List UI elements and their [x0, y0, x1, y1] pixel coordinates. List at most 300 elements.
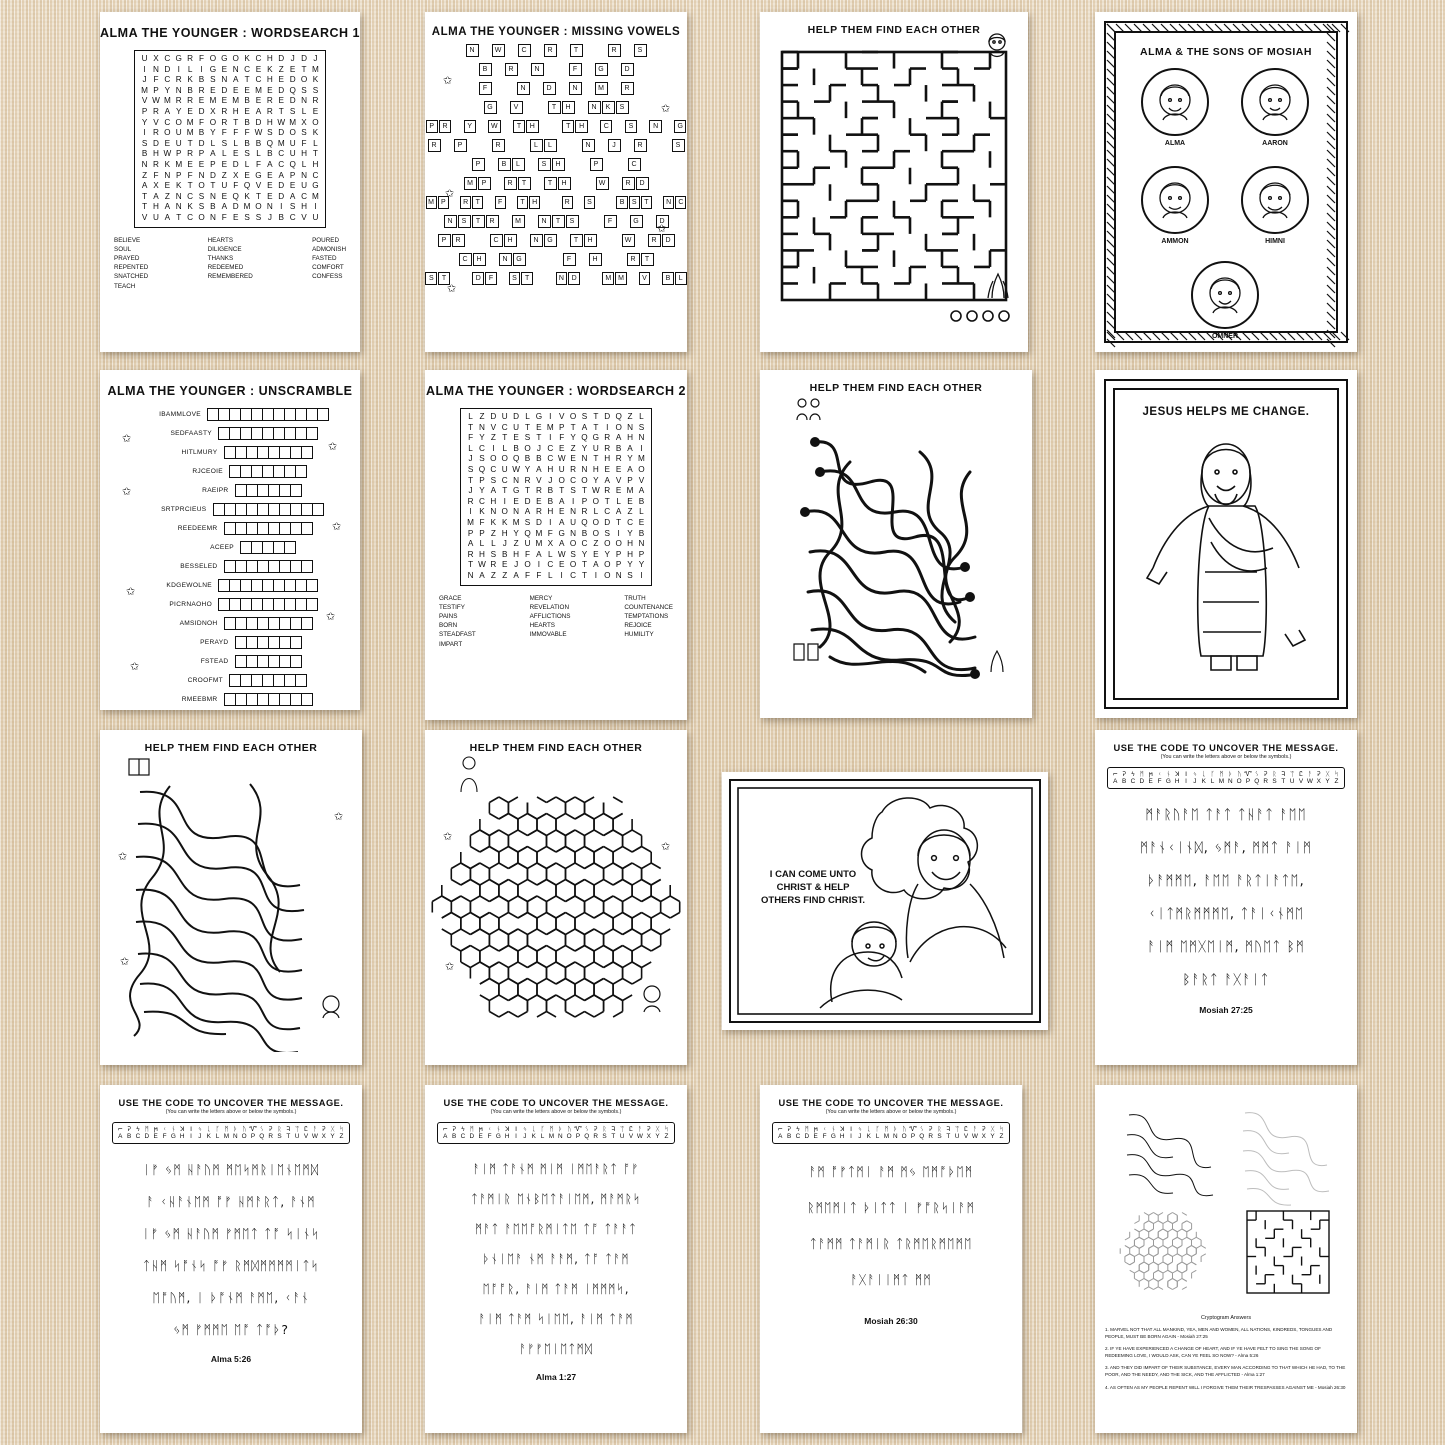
wordlist-word: REVELATION	[529, 603, 570, 611]
cipher-line: ᚲᛁᛏᛗᚱᛗᛗᛗᛖ, ᛏᚨᛁᚲᚾᛗᛖ	[1147, 906, 1305, 922]
cipher-key-symbol: ᛋ	[999, 1125, 1004, 1133]
cipher-line: ᛖᚩᚩᚱ, ᚨᛁᛗ ᛏᚨᛗ ᛁᛗᛗᛗᛋ,	[482, 1282, 630, 1296]
cipher-key-letter: V	[628, 1133, 634, 1140]
cipher-key-symbol: Ꭾ	[982, 1125, 986, 1133]
answer-boxes[interactable]	[225, 560, 313, 573]
portrait-himni	[1237, 162, 1313, 245]
answer-boxes[interactable]	[236, 636, 302, 649]
cipher-key-symbol: ⌐	[1112, 770, 1118, 778]
cipher-key-symbol: ᛊ	[259, 1125, 264, 1133]
cipher-key-letter: E	[813, 1133, 818, 1140]
cipher-key-symbol: ᛊ	[1254, 770, 1259, 778]
cipher-key-symbol: ᚨ	[1307, 770, 1312, 778]
star-icon: ✩	[120, 956, 130, 968]
scripture-reference: Mosiah 26:30	[864, 1316, 918, 1326]
sheet-code-alma-5-26[interactable]	[100, 1085, 362, 1433]
cipher-key-letter: S	[1272, 778, 1277, 785]
cipher-key-letter: U	[294, 1133, 300, 1140]
cipher-key-letter: D	[1139, 778, 1145, 785]
answers-heading: Cryptogram Answers	[1200, 1315, 1252, 1321]
cipher-key-letter: G	[1165, 778, 1171, 785]
cipher-key-letter: G	[495, 1133, 501, 1140]
cipher-key-symbol: Ꭾ	[929, 1125, 933, 1133]
wordlist-word: PAINS	[439, 612, 458, 620]
wordlist-word: TEMPTATIONS	[624, 612, 669, 620]
cipher-key-symbol: ᚢ	[242, 1125, 247, 1133]
page-title: HELP THEM FIND EACH OTHER	[809, 382, 983, 394]
missing-vowels-line: P B L S H P C	[425, 158, 687, 171]
sheet-sons-of-mosiah[interactable]	[1095, 12, 1357, 352]
wordlist-word: ADMONISH	[312, 245, 346, 253]
wordlist-word: BORN	[439, 622, 458, 630]
cipher-key-letter: A	[778, 1133, 783, 1140]
cipher-line: ᚨᚷᚨᛁᛁᛗᛏ ᛗᛗ	[850, 1272, 932, 1287]
wordlist-word: REDEEMED	[207, 264, 244, 272]
star-icon: ✩	[126, 586, 136, 598]
cipher-line: ᚨᛁᛗ ᛖᛗᚷᛖᛁᛗ, ᛗᚢᛖᛏ ᛒᛗ	[1147, 939, 1305, 955]
cipher-key-letter: C	[1130, 778, 1136, 785]
wordsearch-grid	[134, 50, 326, 228]
cipher-key-letter: W	[311, 1133, 318, 1140]
cipher-key-letter: Y	[330, 1133, 335, 1140]
cipher-key-symbol: ᛃ	[522, 1125, 527, 1133]
cipher-line: ᚨᛁᛗ ᛏᚨᛗ ᛋᛁᛖᛖ, ᚨᛁᛗ ᛏᚨᛗ	[478, 1312, 634, 1326]
wordsearch-row: S D E U T D L S L B B Q M U F L	[141, 138, 318, 148]
wordlist-word: TEACH	[114, 282, 136, 290]
cipher-key-letter: K	[206, 1133, 211, 1140]
unscramble-row	[100, 408, 360, 421]
wordlist-col-1	[114, 236, 148, 291]
cipher-key-symbol: ᛠ	[1290, 770, 1295, 778]
wordsearch-row: N A Z Z A F F L I C T I O N S I	[467, 570, 643, 580]
missing-vowels-line: P R C H N G T H W R D	[425, 234, 687, 247]
cipher-key-letter: E	[1148, 778, 1153, 785]
cipher-line: ᚨ ᚲᚺᚨᚾᛖᛗ ᚩᚠ ᚺᛗᚨᚱᛏ, ᚨᚾᛗ	[146, 1194, 316, 1209]
cipher-key-letter: C	[460, 1133, 466, 1140]
wordlist-word: GRACE	[439, 594, 462, 602]
answer-boxes[interactable]	[225, 693, 313, 706]
cipher-key-letter: J	[198, 1133, 202, 1140]
cipher-key-letter: M	[548, 1133, 555, 1140]
cipher-key-symbol: ᚷ	[1325, 770, 1330, 778]
cipher-key-symbol: ᚷ	[990, 1125, 995, 1133]
cipher-key-letter: K	[866, 1133, 871, 1140]
cipher-key-letter: W	[1306, 778, 1313, 785]
cipher-line: ᛃᛗ ᚠᛗᛗᛖ ᛖᚩ ᛏᚩᚦ?	[172, 1322, 290, 1337]
cipher-key-symbol: ᛗ	[144, 1125, 149, 1133]
missing-vowels-line: F N D N M R	[425, 82, 687, 95]
cipher-key-symbol: Ꭾ	[322, 1125, 326, 1133]
cipher-key-letter: L	[875, 1133, 880, 1140]
wordlist-col-3	[312, 236, 346, 291]
wordlist-col-3	[624, 594, 673, 649]
wordlist-word: SNATCHED	[114, 273, 149, 281]
wordsearch-wordlist	[439, 594, 673, 649]
wordlist-word: IMMOVABLE	[529, 631, 567, 639]
cipher-key-symbol: ᚦ	[1228, 770, 1233, 778]
star-icon: ✩	[334, 811, 344, 823]
missing-vowels-line: B R N F G D	[425, 63, 687, 76]
cipher-key-letter: U	[1289, 778, 1295, 785]
wordsearch-row: T H A N K S B A D M O N I S H I	[142, 202, 317, 212]
page-subtitle: (You can write the letters above or below the symbols.)	[165, 1109, 297, 1115]
cipher-key-symbol: Ꮙ	[574, 1125, 582, 1133]
sheet-code-alma-1-27[interactable]	[425, 1085, 687, 1433]
answer-boxes[interactable]	[208, 408, 329, 421]
cipher-key-symbol: ᛗ	[469, 1125, 474, 1133]
cipher-key-symbol: ᚴ	[875, 1125, 880, 1133]
wordsearch-row: I R O U M B Y F F F W S D O S K	[143, 128, 319, 138]
cipher-key-letter: N	[892, 1133, 898, 1140]
child-icon	[980, 30, 1014, 64]
unscramble-row	[100, 693, 360, 706]
sheet-code-mosiah-27-25[interactable]	[1095, 730, 1357, 1065]
scrambled-word: RAEIPR	[202, 487, 229, 494]
cipher-key-letter: X	[321, 1133, 326, 1140]
cipher-key-letter: B	[1122, 778, 1127, 785]
answer-boxes[interactable]	[219, 579, 318, 592]
cipher-key-symbol: ꓘ	[180, 1125, 185, 1133]
answer-thumbnails	[1095, 1099, 1357, 1309]
page-title: HELP THEM FIND EACH OTHER	[807, 24, 981, 36]
cipher-key-letter: K	[1201, 778, 1206, 785]
missing-vowels-line: G V T H N K S	[425, 101, 687, 114]
cipher-line: ᛁᚠ ᛃᛗ ᚺᚨᚢᛗ ᚠᛗᛖᛏ ᛏᚩ ᛋᛁᚾᛋ	[142, 1226, 320, 1241]
missing-vowels-line: P R Y W T H T H C S N G	[425, 120, 687, 133]
cipher-message	[429, 1154, 683, 1364]
cipher-key-symbol: Ꭾ	[594, 1125, 598, 1133]
cipher-key-symbol: ᚳ	[1201, 770, 1206, 778]
page-title: JESUS HELPS ME CHANGE.	[1142, 406, 1310, 418]
praying-hands-icon	[982, 648, 1012, 674]
cipher-key-letter: V	[1298, 778, 1304, 785]
cipher-key-letter: X	[981, 1133, 986, 1140]
cipher-key-letter: P	[575, 1133, 581, 1140]
cipher-key-symbol: ᛃ	[857, 1125, 862, 1133]
sheet-maze-tangle-2[interactable]	[100, 730, 362, 1065]
cipher-key-symbol: ᚦ	[558, 1125, 563, 1133]
wordsearch-row: R C H I E D E B A I P O T L E B	[467, 496, 645, 506]
unscramble-row	[100, 522, 360, 535]
cipher-key-symbol: ᚲ	[1157, 770, 1162, 778]
cipher-key-letter: Z	[339, 1133, 344, 1140]
cipher-line: ᛗᚨᚾᚲᛁᚾᛞ, ᛃᛗᚨ, ᛗᛗᛏ ᚨᛁᛗ	[1139, 840, 1313, 856]
answer-boxes[interactable]	[230, 674, 307, 687]
cipher-key-symbol: ϻ	[153, 1125, 158, 1133]
cipher-key-symbol: ᛋ	[1334, 770, 1339, 778]
wordlist-word: HEARTS	[529, 622, 556, 630]
wordlist-col-1	[439, 594, 476, 649]
wordsearch-row: B H W P R P A L E S L B C U H T	[141, 149, 318, 159]
missing-vowels-line: S T D F S T N D M M V B L	[425, 272, 687, 285]
cipher-key-symbol: Ꮭ	[964, 1125, 968, 1133]
cipher-key-letter: I	[850, 1133, 852, 1140]
wordlist-word: SOUL	[114, 245, 132, 253]
wordsearch-row: T N V C U T E M P T A T I O N S	[468, 422, 645, 432]
cipher-key-letter: Y	[990, 1133, 995, 1140]
book-icon	[792, 640, 820, 664]
cipher-key-letter: B	[787, 1133, 792, 1140]
cipher-key-letter: B	[452, 1133, 457, 1140]
wordsearch-row: L Z D U D L G I V O S T D Q Z L	[468, 412, 644, 421]
cipher-key-symbol: ϟ	[460, 1125, 466, 1133]
cipher-key-symbol: ᚴ	[540, 1125, 545, 1133]
star-icon: ✩	[118, 851, 128, 863]
cipher-key-symbol: ꓲ	[515, 1125, 517, 1133]
portrait-aaron	[1237, 64, 1313, 147]
cipher-key-symbol: ϟ	[1130, 770, 1136, 778]
star-icon: ✩	[326, 611, 336, 623]
cipher-key-symbol: ϟ	[135, 1125, 141, 1133]
cipher-key-letter: Z	[999, 1133, 1004, 1140]
cipher-line: ᚱᛗᛖᛗᛁᛏ ᚦᛁᛏᛏ ᛁ ᚠᚩᚱᛋᛁᚨᛗ	[807, 1200, 975, 1215]
answer-boxes[interactable]	[219, 598, 318, 611]
cipher-key-letter: T	[611, 1133, 616, 1140]
sheet-come-unto-christ[interactable]	[722, 772, 1048, 1030]
cipher-key-symbol: ᚾ	[831, 1125, 836, 1133]
cipher-key-letter: J	[1193, 778, 1197, 785]
cipher-key	[1107, 767, 1345, 789]
missing-vowels-line: C H N G F H R T	[425, 253, 687, 266]
cipher-key-symbol: Ꮙ	[1244, 770, 1252, 778]
answer-boxes[interactable]	[230, 465, 307, 478]
wordlist-word: DILIGENCE	[207, 245, 242, 253]
wordsearch-row: J S O O Q B B C W E N T H R Y M	[468, 454, 645, 464]
cipher-key-symbol: ϻ	[478, 1125, 483, 1133]
wordlist-word: STEADFAST	[439, 631, 476, 639]
star-icon: ✩	[328, 441, 338, 453]
cipher-key-letter: P	[250, 1133, 256, 1140]
sheet-maze-tangle-1[interactable]	[760, 370, 1032, 718]
unscramble-row	[100, 617, 360, 630]
cipher-key-letter: C	[795, 1133, 801, 1140]
scrambled-word: ACEEP	[210, 544, 234, 551]
cipher-key-letter: D	[469, 1133, 475, 1140]
wordlist-col-2	[530, 594, 571, 649]
unscramble-row	[100, 503, 360, 516]
scrambled-word: REEDEEMR	[177, 525, 218, 532]
cipher-key-symbol: ꓘ	[505, 1125, 510, 1133]
answer-boxes[interactable]	[214, 503, 324, 516]
child-icon	[637, 982, 667, 1016]
wordlist-word: AFFLICTIONS	[529, 612, 571, 620]
cipher-key-letter: W	[636, 1133, 643, 1140]
scrambled-word: IBAMMLOVE	[159, 411, 201, 418]
cipher-key-symbol: Ꮈ	[946, 1125, 951, 1133]
wordlist-word: REMEMBERED	[207, 273, 253, 281]
page-title: USE THE CODE TO UNCOVER THE MESSAGE.	[778, 1098, 1004, 1108]
cipher-key-letter: I	[515, 1133, 517, 1140]
sheet-maze-hex[interactable]	[425, 730, 687, 1065]
sheet-unscramble[interactable]	[100, 370, 360, 710]
answer-boxes[interactable]	[236, 484, 302, 497]
cipher-key-symbol: Ꮭ	[629, 1125, 633, 1133]
cipher-key-letter: X	[1316, 778, 1321, 785]
cipher-key-symbol: ᚳ	[531, 1125, 536, 1133]
star-icon: ✩	[447, 283, 457, 295]
star-icon: ✩	[445, 961, 455, 973]
wordlist-word: HEARTS	[207, 236, 234, 244]
portrait-label: AARON	[1262, 140, 1288, 147]
wordsearch-row: S Q C U W Y A H U R N H E E A O	[467, 464, 645, 474]
cipher-line: ᛗᚨᛏ ᚨᛖᛖᚩᚱᛗᛁᛏᛖ ᛏᚩ ᛏᚨᚨᛏ	[474, 1222, 638, 1236]
page-title: USE THE CODE TO UNCOVER THE MESSAGE.	[1113, 743, 1339, 753]
cipher-key-letter: H	[1174, 778, 1180, 785]
portrait-omner	[1187, 257, 1263, 340]
cipher-key-symbol: ϻ	[1148, 770, 1153, 778]
wordsearch-row: Y V C O M F O R T B D H W M X O	[141, 117, 319, 127]
wordlist-word: IMPART	[439, 640, 463, 648]
cipher-key-symbol: Ꭾ	[127, 1125, 131, 1133]
wordsearch-row: M F K K M S D I A U Q O D T C E	[467, 517, 645, 527]
cipher-key-symbol: ᚱ	[1272, 770, 1277, 778]
cipher-key-symbol: ᛃ	[1192, 770, 1197, 778]
scrambled-word: KDGEWOLNE	[166, 582, 212, 589]
cipher-key-symbol: Ꭾ	[647, 1125, 651, 1133]
unscramble-row	[100, 465, 360, 478]
cipher-key-letter: P	[1245, 778, 1251, 785]
cipher-key-symbol: ᛠ	[620, 1125, 625, 1133]
cipher-key-letter: Z	[1334, 778, 1339, 785]
cipher-key-letter: F	[162, 1133, 167, 1140]
wordsearch-row: F Y Z T E S T I F Y Q G R A H N	[468, 433, 645, 443]
wordsearch-row: T A Z N C S N E Q K T E D A C M	[142, 191, 319, 201]
cipher-key-symbol: ᚾ	[1166, 770, 1171, 778]
star-icon: ✩	[443, 831, 453, 843]
cipher-key-symbol: Ꭾ	[1264, 770, 1268, 778]
cipher-key-symbol: ᚴ	[1210, 770, 1215, 778]
cipher-key-symbol: Ꮭ	[1299, 770, 1303, 778]
cipher-key-letter: N	[232, 1133, 238, 1140]
answer-boxes[interactable]	[236, 655, 302, 668]
cipher-line: ᛏᚨᛗᛁᚱ ᛖᚾᛒᛖᛏᚨᛁᛖᛗ, ᛗᚨᛗᚱᛋ	[470, 1192, 642, 1206]
scrambled-word: AMSIDNOH	[179, 620, 218, 627]
cipher-key-symbol: Ꭾ	[1122, 770, 1126, 778]
scrambled-word: RJCEOIE	[192, 468, 223, 475]
cipher-key-symbol: ᛗ	[884, 1125, 889, 1133]
missing-vowels-line: N S T R M N T S F G D	[425, 215, 687, 228]
cipher-key-letter: S	[277, 1133, 282, 1140]
cipher-key-symbol: ᚲ	[162, 1125, 167, 1133]
missing-vowels-line: N W C R T R S	[425, 44, 687, 57]
sheet-jesus-helps-me-change[interactable]	[1095, 370, 1357, 718]
page-title: USE THE CODE TO UNCOVER THE MESSAGE.	[118, 1098, 344, 1108]
sheet-wordsearch-1[interactable]	[100, 12, 360, 352]
cipher-key-letter: Y	[655, 1133, 660, 1140]
cipher-key-letter: M	[883, 1133, 890, 1140]
child-icon	[316, 992, 346, 1022]
wordlist-word: REJOICE	[624, 622, 652, 630]
wordsearch-row: V U A T C O N F E S S J B C V U	[141, 212, 319, 222]
answer-boxes[interactable]	[241, 541, 296, 554]
cipher-key-symbol: Ꭾ	[787, 1125, 791, 1133]
cipher-key-symbol: Ꮙ	[249, 1125, 257, 1133]
cipher-key-symbol: ꓲ	[190, 1125, 192, 1133]
cipher-key-letter: Q	[1254, 778, 1260, 785]
star-icon: ✩	[122, 433, 132, 445]
wordsearch-wordlist	[114, 236, 346, 291]
cipher-key-letter: H	[839, 1133, 845, 1140]
cipher-key-letter: K	[531, 1133, 536, 1140]
unscramble-row	[100, 541, 360, 554]
cipher-key-symbol: ᚴ	[215, 1125, 220, 1133]
cipher-key-symbol: ᚱ	[602, 1125, 607, 1133]
scripture-reference: Alma 1:27	[535, 1372, 577, 1382]
wordlist-word: TRUTH	[624, 594, 646, 602]
wordlist-word: COUNTENANCE	[624, 603, 673, 611]
cipher-key-letter: M	[223, 1133, 230, 1140]
cipher-key-symbol: ᛠ	[955, 1125, 960, 1133]
cipher-key-symbol: ᚨ	[312, 1125, 317, 1133]
unscramble-row	[100, 427, 360, 440]
wordsearch-row: A L L J Z U M X A O C Z O O H N	[467, 539, 645, 549]
star-icon: ✩	[661, 841, 671, 853]
page-title: USE THE CODE TO UNCOVER THE MESSAGE.	[443, 1098, 669, 1108]
cipher-key-symbol: ᚷ	[655, 1125, 660, 1133]
missing-vowels-line: R P R L L N J R S	[425, 139, 687, 152]
wordsearch-row: R H S B H F A L W S Y E Y P H P	[467, 549, 645, 559]
cipher-key-letter: R	[593, 1133, 598, 1140]
wordsearch-row: T W R E J O I C E O T A O P Y Y	[468, 560, 645, 570]
family-icon	[794, 396, 824, 422]
sheet-missing-vowels[interactable]	[425, 12, 687, 352]
cipher-key-letter: V	[303, 1133, 309, 1140]
answer-boxes[interactable]	[225, 446, 313, 459]
cipher-key-symbol: ᛃ	[197, 1125, 202, 1133]
cipher-key-letter: P	[910, 1133, 916, 1140]
cipher-line: ᚦᚨᛗᛗᛖ, ᚨᛖᛖ ᚨᚱᛏᛁᚨᛏᛖ,	[1147, 873, 1305, 889]
star-icon: ✩	[445, 188, 455, 200]
scripture-reference: Mosiah 27:25	[1199, 1005, 1253, 1015]
page-title: HELP THEM FIND EACH OTHER	[469, 742, 643, 754]
cipher-key-letter: L	[215, 1133, 220, 1140]
cipher-key-letter: J	[523, 1133, 527, 1140]
sheet-maze-grid[interactable]	[760, 12, 1028, 352]
portrait-label: AMMON	[1161, 238, 1189, 245]
cipher-message	[1099, 799, 1353, 997]
cipher-key-symbol: ꓘ	[840, 1125, 845, 1133]
sheet-wordsearch-2[interactable]	[425, 370, 687, 720]
wordlist-col-2	[208, 236, 253, 291]
scrambled-word: PICRNAOHO	[169, 601, 212, 608]
answer-boxes[interactable]	[225, 617, 313, 630]
wordsearch-row: M P Y N B R E D E E M E D Q S S	[141, 85, 319, 95]
cipher-key	[437, 1122, 675, 1144]
cipher-key-symbol: ᛗ	[1219, 770, 1224, 778]
cipher-key-symbol: ꓲ	[1185, 770, 1187, 778]
cipher-key-symbol: Ꮈ	[286, 1125, 291, 1133]
sheet-answer-key[interactable]	[1095, 1085, 1357, 1433]
answer-boxes[interactable]	[225, 522, 313, 535]
sheet-code-mosiah-26-30[interactable]	[760, 1085, 1022, 1433]
answer-item: 2. IF YE HAVE EXPERIENCED A CHANGE OF HEART, AND IF YE HAVE FELT TO SING THE SONG OF REDEEMING LOVE, I WOULD ASK, CAN YE FEEL SO NOW? - Alma 5:26	[1105, 1346, 1321, 1358]
wordsearch-row: L C I L B O J C E Z Y U R B A I	[468, 443, 643, 453]
cipher-key-letter: F	[822, 1133, 827, 1140]
cipher-line: ᚦᚾᛁᛖᚨ ᚾᛗ ᚨᚨᛗ, ᛏᚩ ᛏᚨᛗ	[482, 1252, 630, 1266]
cipher-key-letter: G	[170, 1133, 176, 1140]
cipher-key-letter: O	[901, 1133, 907, 1140]
cipher-key-letter: T	[286, 1133, 291, 1140]
cipher-key-letter: V	[963, 1133, 969, 1140]
cipher-key-letter: L	[540, 1133, 545, 1140]
cipher-key-letter: D	[804, 1133, 810, 1140]
wordsearch-row: I K N O N A R H E N R L C A Z L	[469, 507, 644, 517]
cipher-key-symbol: ᛊ	[584, 1125, 589, 1133]
cipher-key-letter: Z	[664, 1133, 669, 1140]
star-icon: ✩	[657, 223, 667, 235]
answer-boxes[interactable]	[219, 427, 318, 440]
cipher-key-symbol: ᚦ	[233, 1125, 238, 1133]
